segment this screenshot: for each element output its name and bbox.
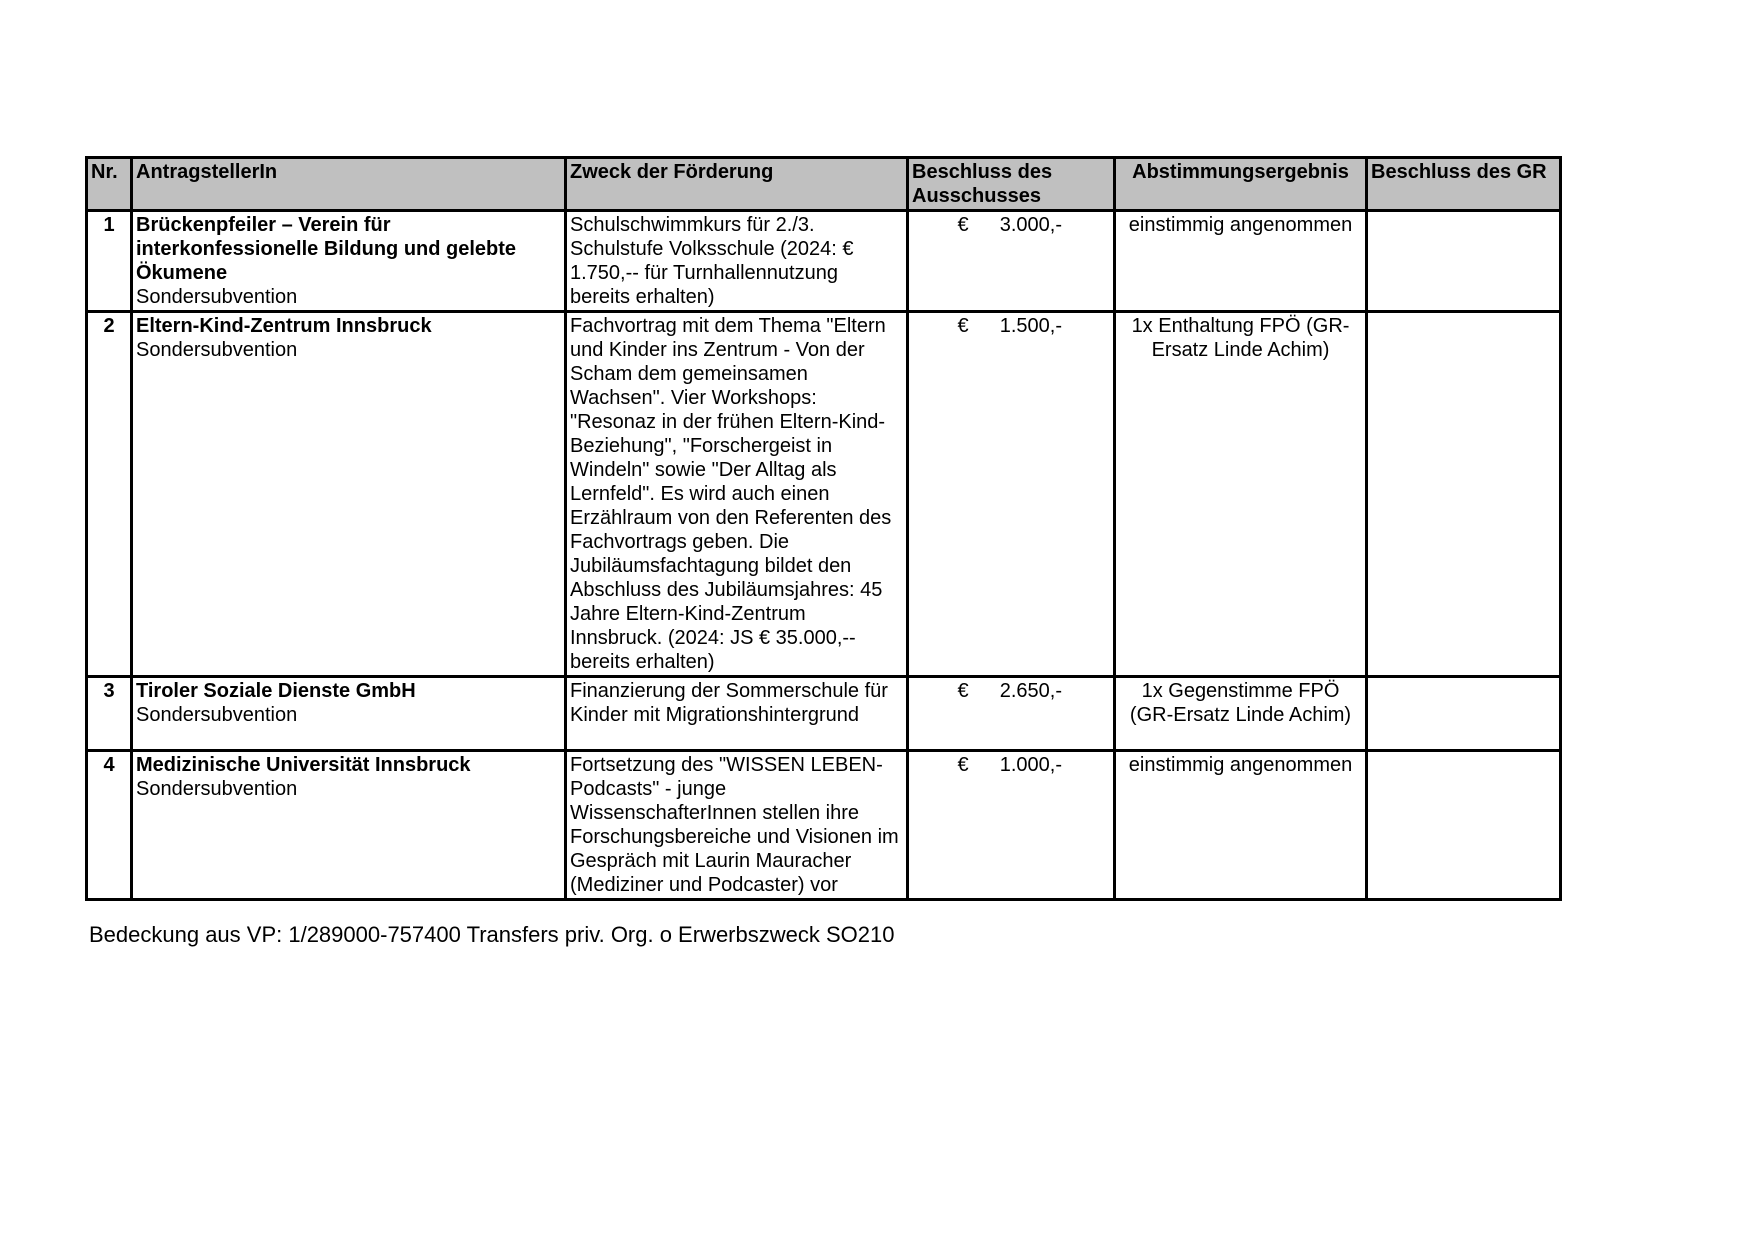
purpose-cell: Fortsetzung des "WISSEN LEBEN-Podcasts" - junge WissenschafterInnen stellen ihre Forschungsbereiche und Visionen im Gespräch mit Laurin Mauracher (Mediziner und Podcaster) vor [566, 751, 908, 900]
vote-result: einstimmig angenommen [1115, 211, 1367, 312]
applicant-cell [132, 677, 566, 751]
currency: € [957, 754, 969, 776]
gr-decision [1367, 751, 1561, 900]
row-number: 2 [87, 312, 132, 677]
funding-note: Bedeckung aus VP: 1/289000-757400 Transfers priv. Org. o Erwerbszweck SO210 [89, 922, 895, 947]
currency: € [957, 315, 969, 337]
header-purpose: Zweck der Förderung [566, 158, 908, 211]
purpose-cell: Finanzierung der Sommerschule für Kinder mit Migrationshintergrund [566, 677, 908, 751]
amount-cell [908, 751, 1115, 900]
vote-result: einstimmig angenommen [1115, 751, 1367, 900]
table-row [87, 312, 1561, 677]
applicant-name: Brückenpfeiler – Verein für interkonfessionelle Bildung und gelebte Ökumene [136, 214, 517, 284]
header-nr: Nr. [87, 158, 132, 211]
subsidy-table [85, 156, 1562, 901]
table-row [87, 751, 1561, 900]
header-committee-decision: Beschluss des Ausschusses [908, 158, 1115, 211]
applicant-cell [132, 211, 566, 312]
table-row [87, 677, 1561, 751]
applicant-cell [132, 751, 566, 900]
amount-cell [908, 677, 1115, 751]
applicant-name: Tiroler Soziale Dienste GmbH [136, 680, 416, 702]
amount: 1.500,- [999, 315, 1062, 337]
purpose-cell: Schulschwimmkurs für 2./3. Schulstufe Volksschule (2024: € 1.750,-- für Turnhallennutzung bereits erhalten) [566, 211, 908, 312]
purpose-cell: Fachvortrag mit dem Thema "Eltern und Kinder ins Zentrum - Von der Scham dem gemeinsamen Wachsen". Vier Workshops: "Resonaz in der frühen Eltern-Kind-Beziehung", "Forschergeist in Windeln" sowie "Der Alltag als Lernfeld". Es wird auch einen Erzählraum von den Referenten des Fachvortrags geben. Die Jubiläumsfachtagung bildet den Abschluss des Jubiläumsjahres: 45 Jahre Eltern-Kind-Zentrum Innsbruck. (2024: JS € 35.000,-- bereits erhalten) [566, 312, 908, 677]
row-number: 4 [87, 751, 132, 900]
gr-decision [1367, 211, 1561, 312]
vote-result: 1x Enthaltung FPÖ (GR-Ersatz Linde Achim) [1115, 312, 1367, 677]
row-number: 1 [87, 211, 132, 312]
gr-decision [1367, 312, 1561, 677]
amount: 1.000,- [999, 754, 1062, 776]
vote-result: 1x Gegenstimme FPÖ (GR-Ersatz Linde Achim) [1115, 677, 1367, 751]
amount: 2.650,- [999, 680, 1062, 702]
amount-cell [908, 211, 1115, 312]
subsidy-type: Sondersubvention [136, 704, 298, 726]
amount: 3.000,- [999, 214, 1062, 236]
subsidy-type: Sondersubvention [136, 778, 298, 800]
applicant-name: Eltern-Kind-Zentrum Innsbruck [136, 315, 432, 337]
table-row [87, 211, 1561, 312]
gr-decision [1367, 677, 1561, 751]
subsidy-type: Sondersubvention [136, 286, 298, 308]
row-number: 3 [87, 677, 132, 751]
applicant-cell [132, 312, 566, 677]
header-vote-result: Abstimmungsergebnis [1115, 158, 1367, 211]
amount-cell [908, 312, 1115, 677]
header-row [87, 158, 1561, 211]
subsidy-type: Sondersubvention [136, 339, 298, 361]
header-applicant: AntragstellerIn [132, 158, 566, 211]
applicant-name: Medizinische Universität Innsbruck [136, 754, 471, 776]
currency: € [957, 680, 969, 702]
header-gr-decision: Beschluss des GR [1367, 158, 1561, 211]
currency: € [957, 214, 969, 236]
